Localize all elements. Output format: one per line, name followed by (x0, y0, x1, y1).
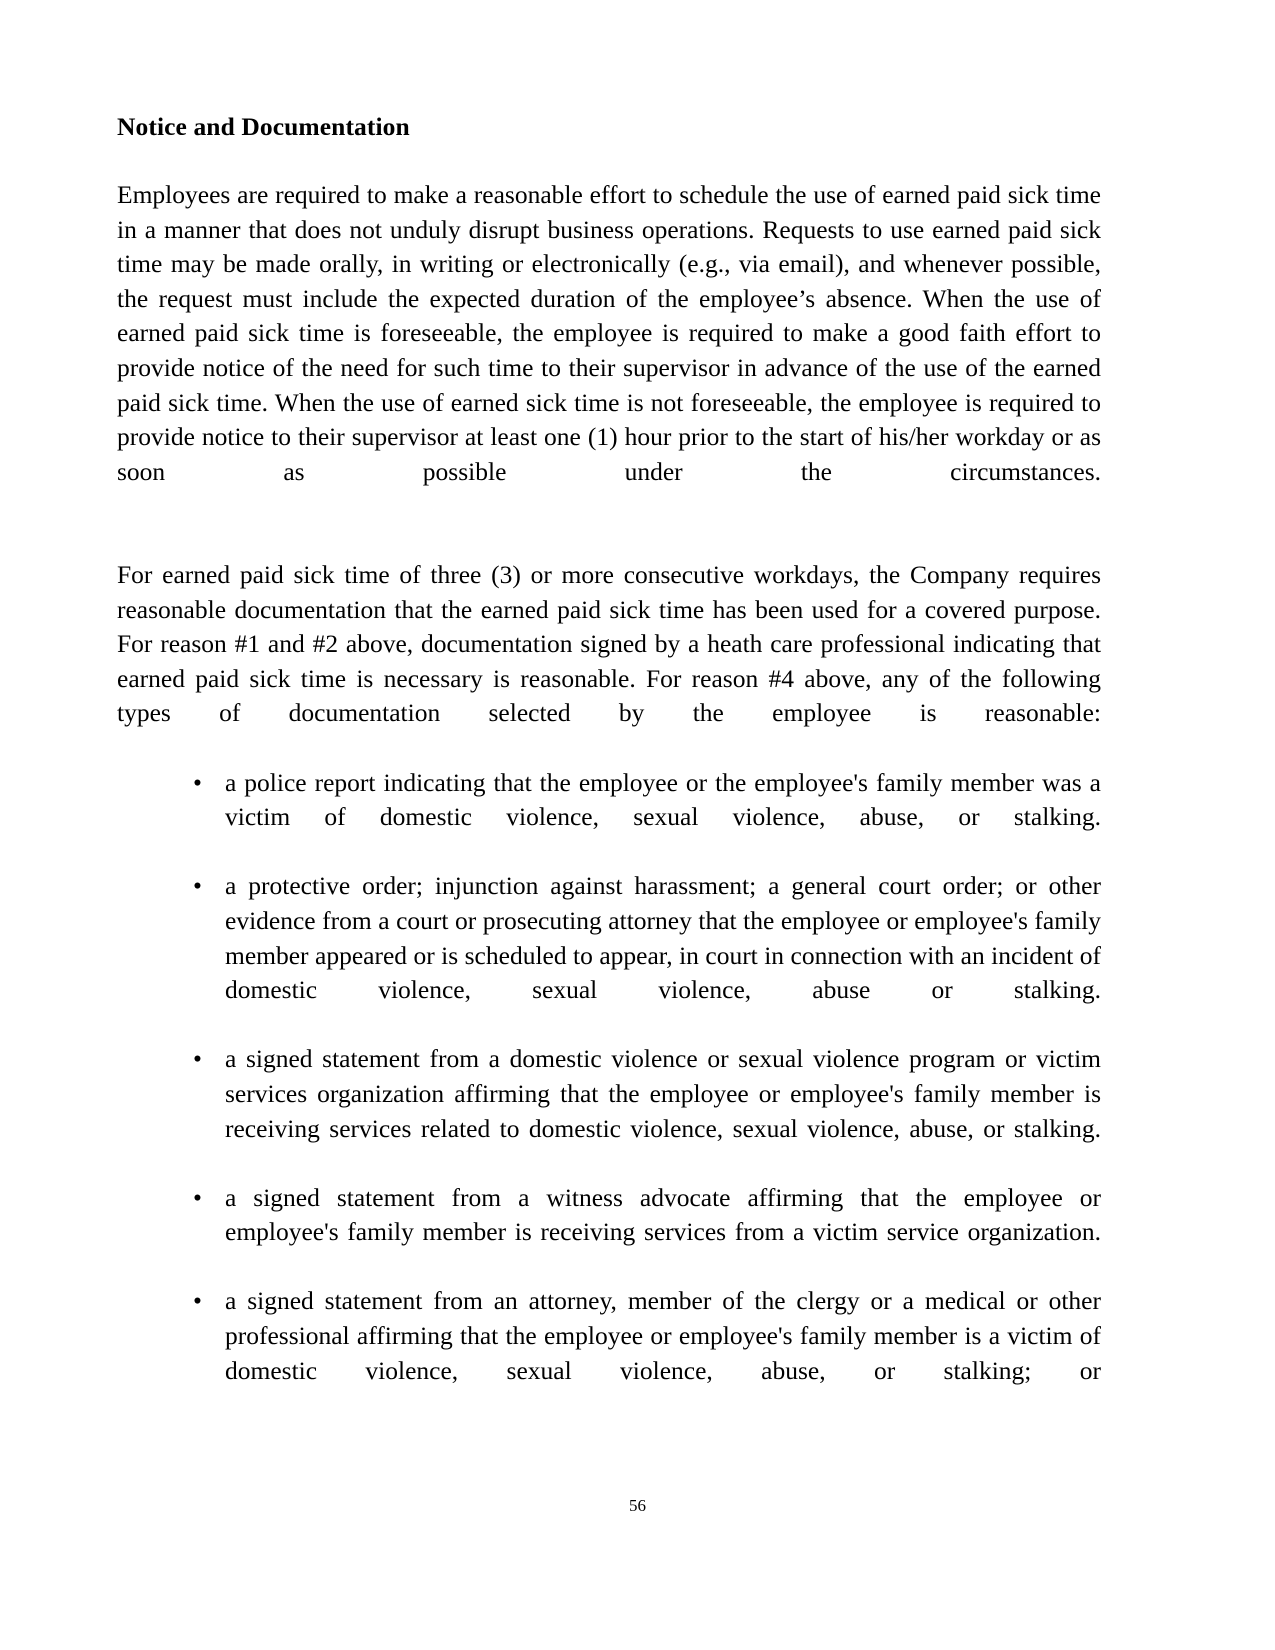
bullet-icon: • (193, 1182, 202, 1212)
bullet-icon: • (193, 1286, 202, 1316)
section-heading: Notice and Documentation (117, 112, 410, 141)
list-item-text: a signed statement from a domestic violence or sexual violence program or victim services organization affirming that the employee or employee's family member is receiving services related to domestic violence, sexual violence, abuse, or stalking. (225, 1044, 1101, 1143)
page-content (117, 112, 1101, 1423)
list-item-text: a police report indicating that the employee or the employee's family member was a victim of domestic violence, sexual violence, abuse, or stalking. (225, 767, 1101, 832)
list-item (117, 1284, 1101, 1422)
list-item-text: a protective order; injunction against harassment; a general court order; or other evidence from a court or prosecuting attorney that the employee or employee's family member appeared or is scheduled to appear, in court in connection with an incident of domestic violence, sexual violence, abuse or stalking. (225, 871, 1101, 1005)
page-number: 56 (629, 1496, 646, 1515)
bullet-icon: • (193, 767, 202, 797)
list-item (117, 869, 1101, 1042)
list-item-text: a signed statement from a witness advocate affirming that the employee or employee's family member is receiving services from a victim service organization. (225, 1182, 1101, 1247)
list-item (117, 1181, 1101, 1285)
heading-spacer (117, 142, 1101, 178)
list-item-text: a signed statement from an attorney, member of the clergy or a medical or other professional affirming that the employee or employee's family member is a victim of domestic violence, sexual violence, abuse, or stalking; or (225, 1286, 1101, 1385)
paragraph-documentation: For earned paid sick time of three (3) or more consecutive workdays, the Company requires reasonable documentation that the earned paid sick time has been used for a covered purpose. For reason #1 and #2 above, documentation signed by a heath care professional indicating that earned paid sick time is necessary is reasonable. For reason #4 above, any of the following types of documentation selected by the employee is reasonable: (117, 560, 1101, 728)
documentation-types-list (117, 766, 1101, 1423)
paragraph-spacer (117, 524, 1101, 558)
bullet-icon: • (193, 1044, 202, 1074)
bullet-icon: • (193, 871, 202, 901)
list-item (117, 766, 1101, 870)
paragraph-notice: Employees are required to make a reasonable effort to schedule the use of earned paid sick time in a manner that does not unduly disrupt business operations. Requests to use earned paid sick time may be made orally, in writing or electronically (e.g., via email), and whenever possible, the request must include the expected duration of the employee’s absence. When the use of earned paid sick time is foreseeable, the employee is required to make a good faith effort to provide notice of the need for such time to their supervisor in advance of the use of the earned paid sick time. When the use of earned sick time is not foreseeable, the employee is required to provide notice to their supervisor at least one (1) hour prior to the start of his/her workday or as soon as possible under the circumstances. (117, 180, 1101, 486)
list-item (117, 1042, 1101, 1180)
